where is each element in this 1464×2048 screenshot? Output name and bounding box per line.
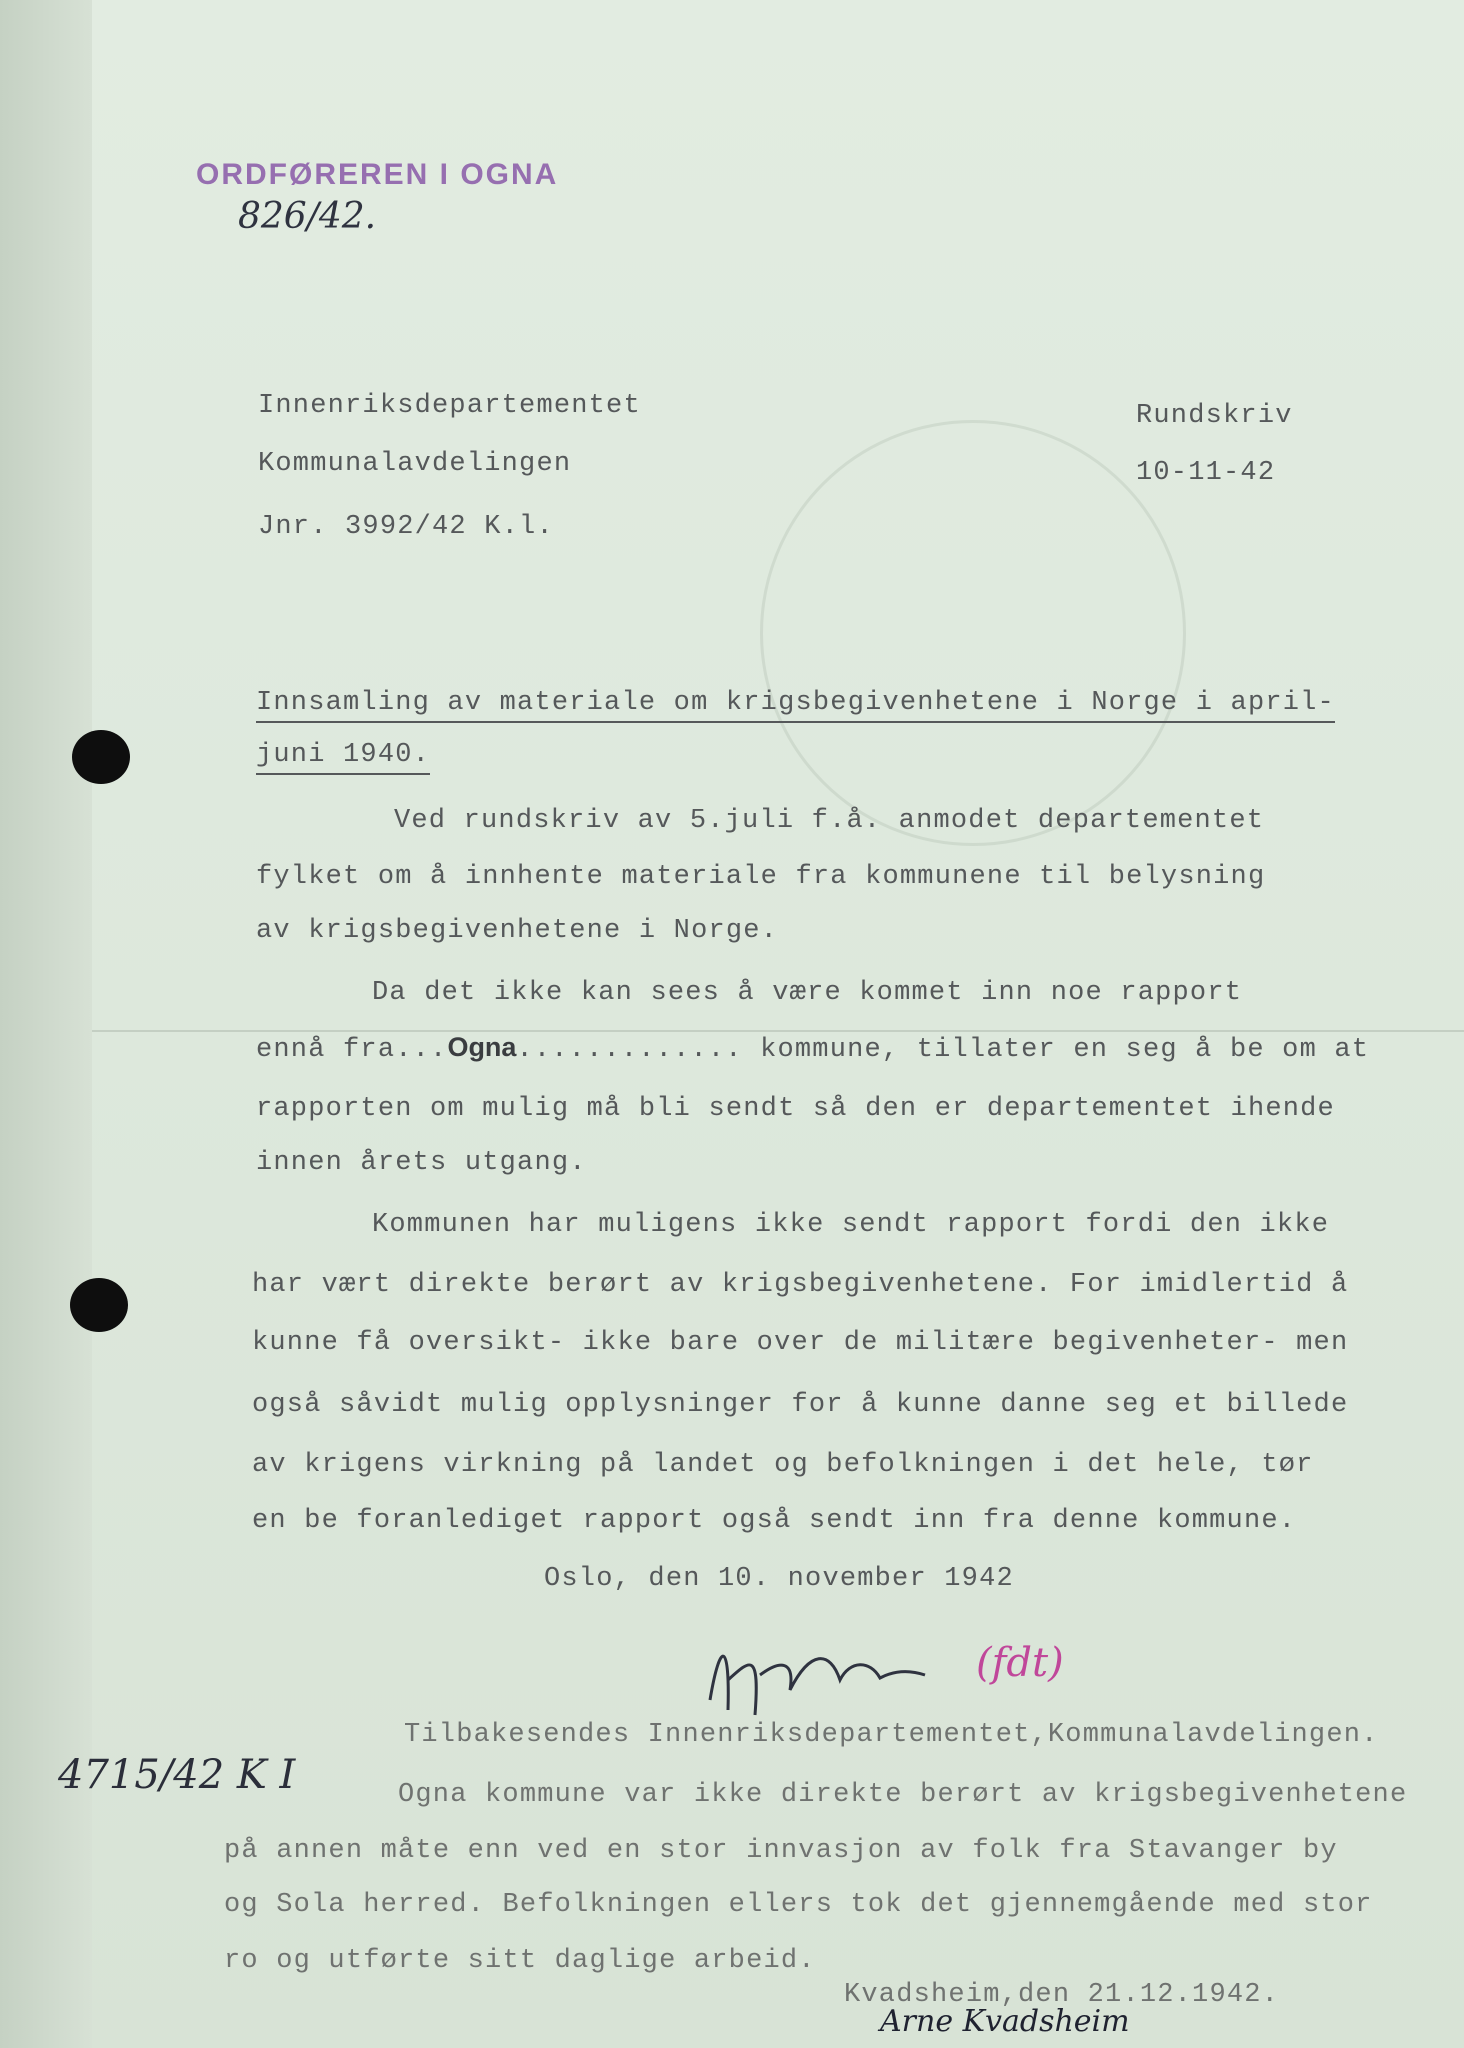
body-line: rapporten om mulig må bli sendt så den er departementet ihende	[256, 1094, 1335, 1124]
document-type: Rundskriv	[1136, 401, 1293, 431]
mayor-stamp: ORDFØREREN I OGNA	[196, 158, 559, 191]
reply-line: på annen måte enn ved en stor innvasjon av folk fra Stavanger by	[224, 1836, 1338, 1866]
body-text: ennå fra...	[256, 1035, 448, 1065]
body-line: av krigens virkning på landet og befolkningen i det hele, tør	[252, 1450, 1314, 1480]
stamp-number: 826/42.	[238, 196, 377, 237]
body-line: Ved rundskriv av 5.juli f.å. anmodet departementet	[394, 806, 1265, 836]
subject-text-2: juni 1940.	[256, 740, 430, 775]
body-text: ............. kommune, tillater en seg å be om at	[516, 1035, 1370, 1065]
department-signature	[700, 1620, 940, 1730]
body-line: Da det ikke kan sees å være kommet inn noe rapport	[372, 978, 1243, 1008]
subject-line-2	[256, 742, 430, 769]
reply-line: Tilbakesendes Innenriksdepartementet,Kommunalavdelingen.	[404, 1720, 1379, 1750]
document-date: 10-11-42	[1136, 458, 1276, 488]
page-edge-shadow	[0, 0, 92, 2048]
body-line	[256, 1034, 1369, 1064]
body-line: også såvidt mulig opplysninger for å kunne danne seg et billede	[252, 1390, 1349, 1420]
body-line: innen årets utgang.	[256, 1148, 587, 1178]
sender-division: Kommunalavdelingen	[258, 449, 572, 479]
body-line: av krigsbegivenhetene i Norge.	[256, 916, 779, 946]
body-line: en be foranlediget rapport også sendt inn fra denne kommune.	[252, 1506, 1297, 1536]
body-line: kunne få oversikt- ikke bare over de militære begivenheter- men	[252, 1328, 1349, 1358]
reply-signature: Arne Kvadsheim	[880, 2004, 1130, 2039]
watermark-seal	[760, 420, 1186, 846]
reply-line: Ogna kommune var ikke direkte berørt av krigsbegivenhetene	[398, 1780, 1408, 1810]
municipality-fill: Ogna	[447, 1032, 517, 1062]
journal-number: Jnr. 3992/42 K.l.	[258, 512, 554, 542]
body-line: har vært direkte berørt av krigsbegivenhetene. For imidlertid å	[252, 1270, 1349, 1300]
reply-closing: Kvadsheim,den 21.12.1942.	[844, 1980, 1280, 2010]
body-line: fylket om å innhente materiale fra kommunene til belysning	[256, 862, 1266, 892]
page-fold	[92, 1030, 1464, 1032]
closing-place-date: Oslo, den 10. november 1942	[544, 1564, 1014, 1594]
punch-hole-top	[72, 730, 130, 784]
subject-line-1	[256, 690, 1335, 717]
reply-line: ro og utførte sitt daglige arbeid.	[224, 1946, 816, 1976]
body-line: Kommunen har muligens ikke sendt rapport fordi den ikke	[372, 1210, 1330, 1240]
reply-reference: 4715/42 K I	[58, 1752, 296, 1798]
sender-department: Innenriksdepartementet	[258, 391, 641, 421]
reply-line: og Sola herred. Befolkningen ellers tok det gjennemgående med stor	[224, 1890, 1373, 1920]
subject-text-1: Innsamling av materiale om krigsbegivenhetene i Norge i april-	[256, 688, 1335, 723]
punch-hole-bottom	[70, 1278, 128, 1332]
signature-annotation: (fdt)	[976, 1640, 1064, 1686]
